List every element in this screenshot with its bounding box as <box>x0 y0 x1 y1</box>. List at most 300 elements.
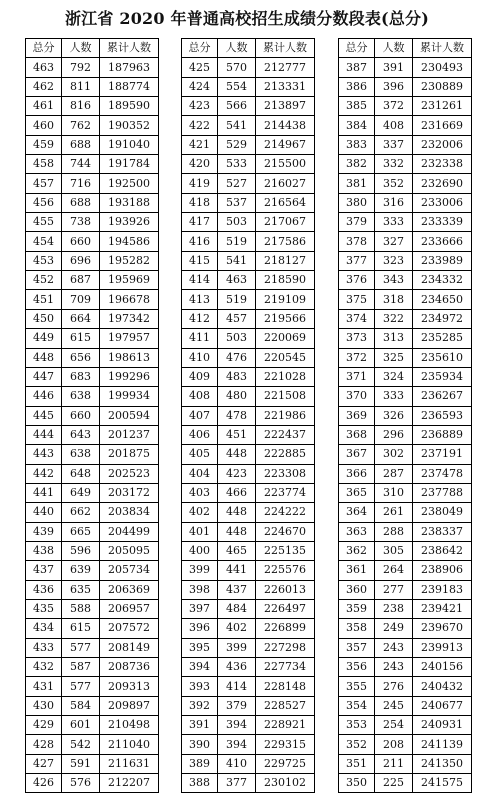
total-score-cell: 457 <box>26 174 62 193</box>
cumulative-cell: 238906 <box>413 561 472 580</box>
count-cell: 664 <box>62 309 100 328</box>
cumulative-cell: 220545 <box>256 348 315 367</box>
count-cell: 656 <box>62 348 100 367</box>
cumulative-cell: 233339 <box>413 213 472 232</box>
count-cell: 408 <box>375 116 413 135</box>
table-row <box>26 561 159 580</box>
table-row <box>182 561 315 580</box>
cumulative-cell: 211631 <box>100 754 159 773</box>
cumulative-cell: 227734 <box>256 658 315 677</box>
count-cell: 399 <box>218 638 256 657</box>
cumulative-cell: 240677 <box>413 696 472 715</box>
cumulative-cell: 238642 <box>413 541 472 560</box>
table-row <box>339 135 472 154</box>
header-row <box>182 39 315 58</box>
total-score-cell: 445 <box>26 406 62 425</box>
cumulative-cell: 236267 <box>413 387 472 406</box>
count-cell: 541 <box>218 116 256 135</box>
total-score-cell: 411 <box>182 329 218 348</box>
count-cell: 391 <box>375 58 413 77</box>
table-row <box>339 271 472 290</box>
cumulative-cell: 212777 <box>256 58 315 77</box>
header-count: 人数 <box>62 39 100 58</box>
total-score-cell: 438 <box>26 541 62 560</box>
total-score-cell: 434 <box>26 619 62 638</box>
cumulative-cell: 239913 <box>413 638 472 657</box>
count-cell: 596 <box>62 541 100 560</box>
cumulative-cell: 200594 <box>100 406 159 425</box>
header-total-score: 总分 <box>339 39 375 58</box>
table-row <box>182 58 315 77</box>
count-cell: 683 <box>62 367 100 386</box>
cumulative-cell: 209897 <box>100 696 159 715</box>
count-cell: 327 <box>375 232 413 251</box>
table-row <box>26 309 159 328</box>
table-row <box>339 329 472 348</box>
cumulative-cell: 190352 <box>100 116 159 135</box>
count-cell: 448 <box>218 445 256 464</box>
cumulative-cell: 199296 <box>100 367 159 386</box>
cumulative-cell: 210498 <box>100 716 159 735</box>
count-cell: 377 <box>218 774 256 793</box>
count-cell: 688 <box>62 135 100 154</box>
total-score-cell: 351 <box>339 754 375 773</box>
cumulative-cell: 187963 <box>100 58 159 77</box>
total-score-cell: 400 <box>182 541 218 560</box>
header-row <box>339 39 472 58</box>
count-cell: 570 <box>218 58 256 77</box>
table-row <box>182 348 315 367</box>
cumulative-cell: 238337 <box>413 522 472 541</box>
count-cell: 326 <box>375 406 413 425</box>
cumulative-cell: 235934 <box>413 367 472 386</box>
total-score-cell: 380 <box>339 193 375 212</box>
total-score-cell: 371 <box>339 367 375 386</box>
count-cell: 519 <box>218 232 256 251</box>
table-row <box>339 754 472 773</box>
cumulative-cell: 226013 <box>256 580 315 599</box>
table-row <box>339 541 472 560</box>
count-cell: 577 <box>62 677 100 696</box>
total-score-cell: 362 <box>339 541 375 560</box>
cumulative-cell: 227298 <box>256 638 315 657</box>
total-score-cell: 368 <box>339 425 375 444</box>
total-score-cell: 442 <box>26 464 62 483</box>
table-row <box>182 97 315 116</box>
table-row <box>182 309 315 328</box>
count-cell: 410 <box>218 754 256 773</box>
count-cell: 379 <box>218 696 256 715</box>
count-cell: 542 <box>62 735 100 754</box>
table-row <box>26 425 159 444</box>
table-row <box>26 387 159 406</box>
table-row <box>339 174 472 193</box>
total-score-cell: 381 <box>339 174 375 193</box>
cumulative-cell: 233989 <box>413 251 472 270</box>
cumulative-cell: 220069 <box>256 329 315 348</box>
table-row <box>26 406 159 425</box>
cumulative-cell: 216564 <box>256 193 315 212</box>
total-score-cell: 448 <box>26 348 62 367</box>
count-cell: 323 <box>375 251 413 270</box>
table-row <box>26 696 159 715</box>
table-row <box>339 483 472 502</box>
table-row <box>339 116 472 135</box>
cumulative-cell: 201875 <box>100 445 159 464</box>
count-cell: 566 <box>218 97 256 116</box>
table-row <box>26 464 159 483</box>
count-cell: 662 <box>62 503 100 522</box>
count-cell: 615 <box>62 329 100 348</box>
table-row <box>26 445 159 464</box>
count-cell: 576 <box>62 774 100 793</box>
cumulative-cell: 188774 <box>100 77 159 96</box>
cumulative-cell: 237478 <box>413 464 472 483</box>
total-score-cell: 410 <box>182 348 218 367</box>
count-cell: 276 <box>375 677 413 696</box>
total-score-cell: 426 <box>26 774 62 793</box>
count-cell: 648 <box>62 464 100 483</box>
count-cell: 264 <box>375 561 413 580</box>
count-cell: 537 <box>218 193 256 212</box>
total-score-cell: 422 <box>182 116 218 135</box>
total-score-cell: 395 <box>182 638 218 657</box>
cumulative-cell: 228921 <box>256 716 315 735</box>
count-cell: 352 <box>375 174 413 193</box>
table-row <box>339 367 472 386</box>
cumulative-cell: 239421 <box>413 599 472 618</box>
total-score-cell: 428 <box>26 735 62 754</box>
cumulative-cell: 208149 <box>100 638 159 657</box>
cumulative-cell: 213897 <box>256 97 315 116</box>
cumulative-cell: 219566 <box>256 309 315 328</box>
total-score-cell: 427 <box>26 754 62 773</box>
cumulative-cell: 205095 <box>100 541 159 560</box>
total-score-cell: 378 <box>339 232 375 251</box>
header-cumulative: 累计人数 <box>100 39 159 58</box>
table-row <box>26 774 159 793</box>
count-cell: 372 <box>375 97 413 116</box>
count-cell: 688 <box>62 193 100 212</box>
count-cell: 305 <box>375 541 413 560</box>
header-cumulative: 累计人数 <box>413 39 472 58</box>
count-cell: 480 <box>218 387 256 406</box>
table-row <box>26 290 159 309</box>
total-score-cell: 364 <box>339 503 375 522</box>
table-row <box>339 735 472 754</box>
table-row <box>339 155 472 174</box>
table-row <box>26 599 159 618</box>
total-score-cell: 397 <box>182 599 218 618</box>
table-row <box>182 580 315 599</box>
cumulative-cell: 230889 <box>413 77 472 96</box>
cumulative-cell: 233006 <box>413 193 472 212</box>
table-row <box>339 774 472 793</box>
table-row <box>182 116 315 135</box>
count-cell: 649 <box>62 483 100 502</box>
total-score-cell: 367 <box>339 445 375 464</box>
total-score-cell: 358 <box>339 619 375 638</box>
table-row <box>26 367 159 386</box>
cumulative-cell: 217067 <box>256 213 315 232</box>
cumulative-cell: 217586 <box>256 232 315 251</box>
table-row <box>26 251 159 270</box>
total-score-cell: 375 <box>339 290 375 309</box>
count-cell: 333 <box>375 387 413 406</box>
total-score-cell: 431 <box>26 677 62 696</box>
cumulative-cell: 237788 <box>413 483 472 502</box>
cumulative-cell: 204499 <box>100 522 159 541</box>
count-cell: 324 <box>375 367 413 386</box>
table-row <box>339 290 472 309</box>
total-score-cell: 439 <box>26 522 62 541</box>
total-score-cell: 386 <box>339 77 375 96</box>
score-table-1 <box>25 38 159 793</box>
table-row <box>339 387 472 406</box>
table-row <box>26 116 159 135</box>
count-cell: 484 <box>218 599 256 618</box>
cumulative-cell: 201237 <box>100 425 159 444</box>
count-cell: 396 <box>375 77 413 96</box>
count-cell: 436 <box>218 658 256 677</box>
table-row <box>182 774 315 793</box>
table-row <box>339 77 472 96</box>
total-score-cell: 460 <box>26 116 62 135</box>
total-score-cell: 369 <box>339 406 375 425</box>
count-cell: 615 <box>62 619 100 638</box>
cumulative-cell: 238049 <box>413 503 472 522</box>
total-score-cell: 436 <box>26 580 62 599</box>
count-cell: 588 <box>62 599 100 618</box>
cumulative-cell: 230493 <box>413 58 472 77</box>
cumulative-cell: 212207 <box>100 774 159 793</box>
total-score-cell: 391 <box>182 716 218 735</box>
cumulative-cell: 218590 <box>256 271 315 290</box>
table-row <box>182 329 315 348</box>
cumulative-cell: 240432 <box>413 677 472 696</box>
table-row <box>26 329 159 348</box>
cumulative-cell: 230102 <box>256 774 315 793</box>
total-score-cell: 449 <box>26 329 62 348</box>
total-score-cell: 429 <box>26 716 62 735</box>
count-cell: 660 <box>62 406 100 425</box>
table-row <box>182 522 315 541</box>
cumulative-cell: 241350 <box>413 754 472 773</box>
count-cell: 302 <box>375 445 413 464</box>
count-cell: 503 <box>218 329 256 348</box>
table-row <box>182 271 315 290</box>
total-score-cell: 389 <box>182 754 218 773</box>
table-row <box>182 193 315 212</box>
count-cell: 660 <box>62 232 100 251</box>
cumulative-cell: 219109 <box>256 290 315 309</box>
cumulative-cell: 222885 <box>256 445 315 464</box>
total-score-cell: 409 <box>182 367 218 386</box>
cumulative-cell: 240156 <box>413 658 472 677</box>
table-row <box>339 309 472 328</box>
table-row <box>182 77 315 96</box>
table-row <box>339 619 472 638</box>
table-row <box>339 193 472 212</box>
table-row <box>26 97 159 116</box>
total-score-cell: 379 <box>339 213 375 232</box>
total-score-cell: 430 <box>26 696 62 715</box>
table-row <box>182 387 315 406</box>
table-row <box>339 503 472 522</box>
cumulative-cell: 223308 <box>256 464 315 483</box>
total-score-cell: 459 <box>26 135 62 154</box>
count-cell: 762 <box>62 116 100 135</box>
total-score-cell: 463 <box>26 58 62 77</box>
table-row <box>182 541 315 560</box>
cumulative-cell: 199934 <box>100 387 159 406</box>
table-row <box>182 425 315 444</box>
count-cell: 792 <box>62 58 100 77</box>
table-row <box>182 599 315 618</box>
count-cell: 635 <box>62 580 100 599</box>
table-row <box>26 135 159 154</box>
count-cell: 316 <box>375 193 413 212</box>
cumulative-cell: 228148 <box>256 677 315 696</box>
count-cell: 744 <box>62 155 100 174</box>
cumulative-cell: 196678 <box>100 290 159 309</box>
total-score-cell: 390 <box>182 735 218 754</box>
total-score-cell: 461 <box>26 97 62 116</box>
table-row <box>182 503 315 522</box>
cumulative-cell: 237191 <box>413 445 472 464</box>
total-score-cell: 357 <box>339 638 375 657</box>
table-row <box>182 464 315 483</box>
count-cell: 601 <box>62 716 100 735</box>
table-row <box>339 97 472 116</box>
table-row <box>182 174 315 193</box>
table-row <box>182 155 315 174</box>
table-row <box>26 619 159 638</box>
total-score-cell: 374 <box>339 309 375 328</box>
table-row <box>339 658 472 677</box>
header-count: 人数 <box>375 39 413 58</box>
cumulative-cell: 241575 <box>413 774 472 793</box>
table-row <box>26 522 159 541</box>
cumulative-cell: 229315 <box>256 735 315 754</box>
header-row <box>26 39 159 58</box>
total-score-cell: 405 <box>182 445 218 464</box>
table-row <box>339 464 472 483</box>
total-score-cell: 454 <box>26 232 62 251</box>
count-cell: 533 <box>218 155 256 174</box>
cumulative-cell: 202523 <box>100 464 159 483</box>
count-cell: 296 <box>375 425 413 444</box>
cumulative-cell: 232338 <box>413 155 472 174</box>
total-score-cell: 372 <box>339 348 375 367</box>
count-cell: 709 <box>62 290 100 309</box>
cumulative-cell: 191040 <box>100 135 159 154</box>
total-score-cell: 385 <box>339 97 375 116</box>
cumulative-cell: 239670 <box>413 619 472 638</box>
count-cell: 261 <box>375 503 413 522</box>
total-score-cell: 365 <box>339 483 375 502</box>
total-score-cell: 359 <box>339 599 375 618</box>
cumulative-cell: 203172 <box>100 483 159 502</box>
total-score-cell: 415 <box>182 251 218 270</box>
count-cell: 465 <box>218 541 256 560</box>
total-score-cell: 350 <box>339 774 375 793</box>
count-cell: 332 <box>375 155 413 174</box>
table-row <box>26 735 159 754</box>
cumulative-cell: 208736 <box>100 658 159 677</box>
count-cell: 638 <box>62 387 100 406</box>
count-cell: 322 <box>375 309 413 328</box>
cumulative-cell: 221508 <box>256 387 315 406</box>
table-row <box>339 696 472 715</box>
total-score-cell: 366 <box>339 464 375 483</box>
table-row <box>182 483 315 502</box>
score-table-3 <box>338 38 472 793</box>
cumulative-cell: 194586 <box>100 232 159 251</box>
total-score-cell: 447 <box>26 367 62 386</box>
cumulative-cell: 214967 <box>256 135 315 154</box>
total-score-cell: 404 <box>182 464 218 483</box>
table-row <box>182 251 315 270</box>
count-cell: 451 <box>218 425 256 444</box>
total-score-cell: 360 <box>339 580 375 599</box>
cumulative-cell: 223774 <box>256 483 315 502</box>
total-score-cell: 353 <box>339 716 375 735</box>
total-score-cell: 377 <box>339 251 375 270</box>
total-score-cell: 393 <box>182 677 218 696</box>
total-score-cell: 382 <box>339 155 375 174</box>
cumulative-cell: 224222 <box>256 503 315 522</box>
cumulative-cell: 231669 <box>413 116 472 135</box>
cumulative-cell: 206369 <box>100 580 159 599</box>
table-row <box>182 658 315 677</box>
total-score-cell: 387 <box>339 58 375 77</box>
cumulative-cell: 215500 <box>256 155 315 174</box>
count-cell: 587 <box>62 658 100 677</box>
table-row <box>182 696 315 715</box>
cumulative-cell: 193926 <box>100 213 159 232</box>
cumulative-cell: 218127 <box>256 251 315 270</box>
cumulative-cell: 231261 <box>413 97 472 116</box>
count-cell: 225 <box>375 774 413 793</box>
count-cell: 527 <box>218 174 256 193</box>
count-cell: 437 <box>218 580 256 599</box>
cumulative-cell: 232690 <box>413 174 472 193</box>
table-row <box>26 232 159 251</box>
total-score-cell: 394 <box>182 658 218 677</box>
count-cell: 687 <box>62 271 100 290</box>
count-cell: 448 <box>218 522 256 541</box>
cumulative-cell: 197342 <box>100 309 159 328</box>
count-cell: 414 <box>218 677 256 696</box>
total-score-cell: 458 <box>26 155 62 174</box>
total-score-cell: 455 <box>26 213 62 232</box>
count-cell: 816 <box>62 97 100 116</box>
cumulative-cell: 206957 <box>100 599 159 618</box>
count-cell: 519 <box>218 290 256 309</box>
cumulative-cell: 211040 <box>100 735 159 754</box>
cumulative-cell: 224670 <box>256 522 315 541</box>
total-score-cell: 462 <box>26 77 62 96</box>
table-row <box>339 716 472 735</box>
total-score-cell: 456 <box>26 193 62 212</box>
cumulative-cell: 213331 <box>256 77 315 96</box>
cumulative-cell: 205734 <box>100 561 159 580</box>
total-score-cell: 396 <box>182 619 218 638</box>
count-cell: 577 <box>62 638 100 657</box>
cumulative-cell: 203834 <box>100 503 159 522</box>
table-row <box>26 483 159 502</box>
